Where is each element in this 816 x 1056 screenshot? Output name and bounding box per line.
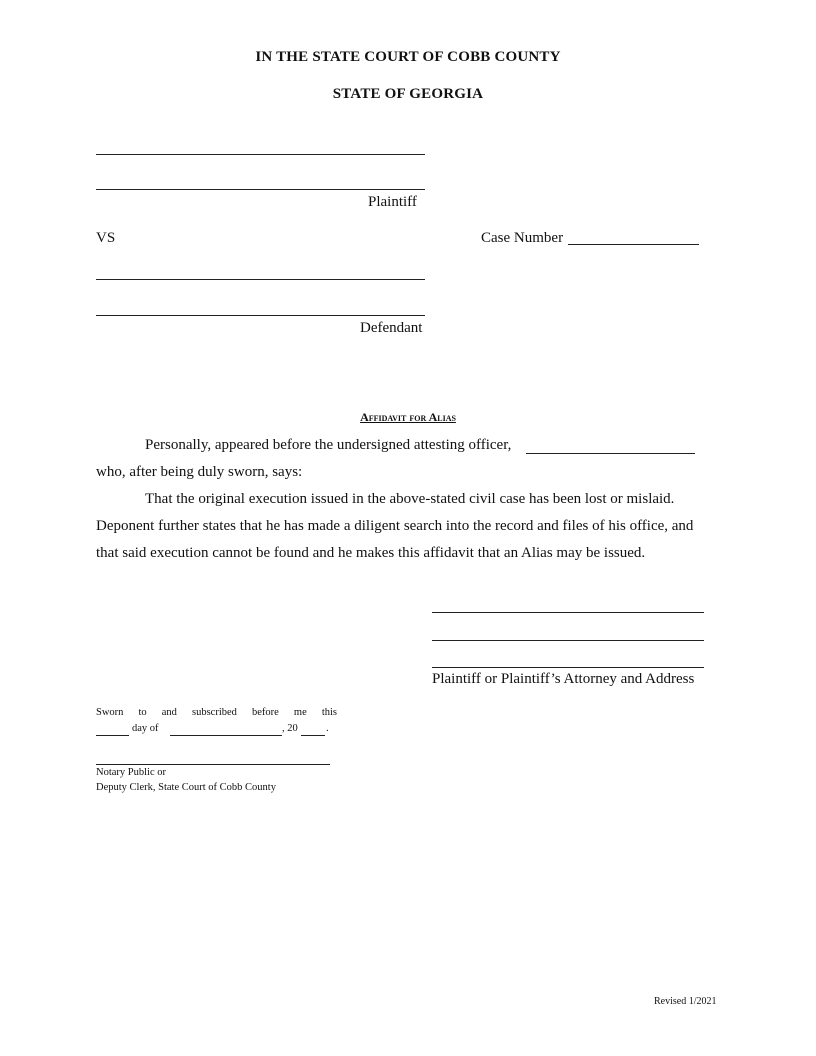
para1-line2: who, after being duly sworn, says: [96, 464, 303, 480]
month-line[interactable] [170, 735, 282, 736]
sworn-text: Sworn to and subscribed before me this [96, 707, 337, 718]
defendant-line-2[interactable] [96, 315, 425, 316]
notary-signature-line[interactable] [96, 764, 330, 765]
day-of-text: day of [132, 723, 159, 734]
signature-line-3[interactable] [432, 667, 704, 668]
revised-date: Revised 1/2021 [654, 996, 717, 1007]
case-number-line[interactable] [568, 244, 699, 245]
para2-line1: That the original execution issued in the above-stated civil case has been lost or mislaid. [145, 491, 675, 507]
notary-title-2: Deputy Clerk, State Court of Cobb County [96, 782, 276, 793]
para2-line2: Deponent further states that he has made a diligent search into the record and files of his office, and [96, 518, 694, 534]
state-heading: STATE OF GEORGIA [332, 86, 484, 102]
period-text: . [326, 723, 329, 734]
day-line[interactable] [96, 735, 129, 736]
year-prefix-text: , 20 [282, 723, 298, 734]
affidavit-title: Affidavit for Alias [360, 410, 456, 424]
para2-line3: that said execution cannot be found and he makes this affidavit that an Alias may be issued. [96, 545, 646, 561]
defendant-label: Defendant [360, 320, 423, 336]
signature-label: Plaintiff or Plaintiff’s Attorney and Address [432, 671, 695, 687]
plaintiff-line-2[interactable] [96, 189, 425, 190]
year-line[interactable] [301, 735, 325, 736]
attesting-officer-line[interactable] [526, 453, 695, 454]
signature-line-2[interactable] [432, 640, 704, 641]
defendant-line-1[interactable] [96, 279, 425, 280]
plaintiff-label: Plaintiff [368, 194, 417, 210]
case-number-label: Case Number [481, 230, 564, 246]
signature-line-1[interactable] [432, 612, 704, 613]
plaintiff-line-1[interactable] [96, 154, 425, 155]
vs-label: VS [96, 230, 116, 246]
court-heading: IN THE STATE COURT OF COBB COUNTY [255, 49, 561, 65]
notary-title-1: Notary Public or [96, 767, 166, 778]
para1-line1: Personally, appeared before the undersigned attesting officer, [145, 437, 512, 453]
